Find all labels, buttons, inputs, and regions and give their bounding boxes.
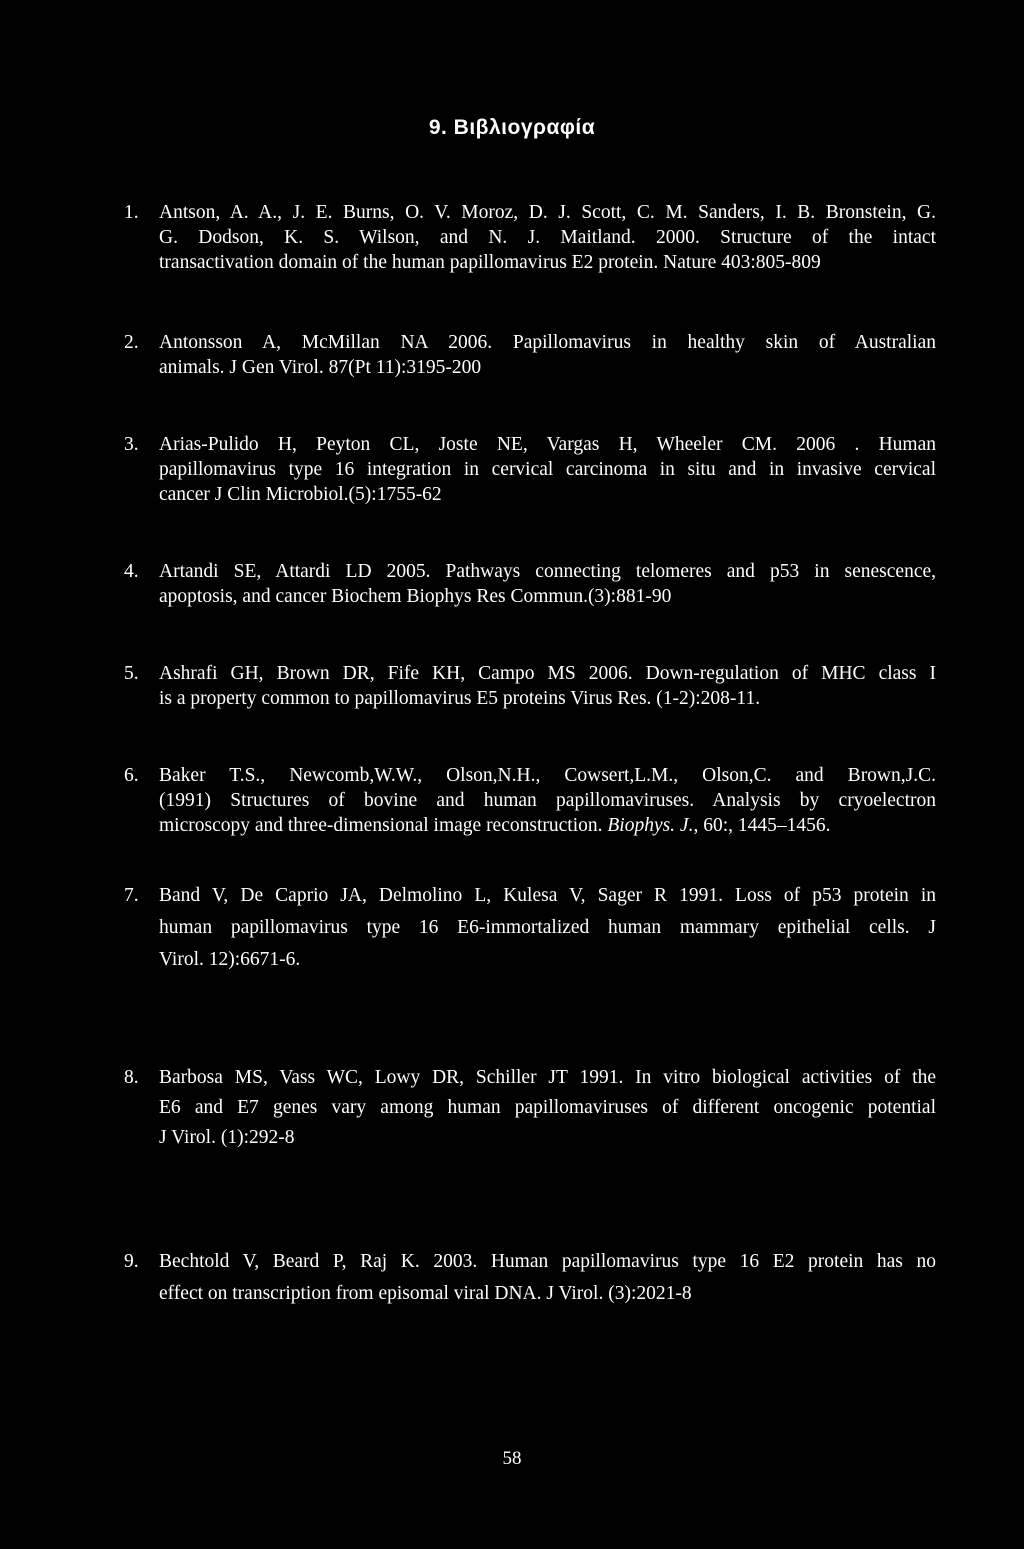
reference-item <box>124 559 936 609</box>
section-heading: 9. Βιβλιογραφία <box>428 116 596 139</box>
reference-line: Virol. 12):6671-6. <box>159 949 301 970</box>
reference-number: 7. <box>124 885 139 906</box>
reference-text <box>159 763 936 838</box>
reference-line: Antson, A. A., J. E. Burns, O. V. Moroz, D. J. Scott, C. M. Sanders, I. B. Bronstein, G. <box>159 202 936 223</box>
reference-line: Barbosa MS, Vass WC, Lowy DR, Schiller JT 1991. In vitro biological activities of the <box>159 1067 936 1088</box>
reference-line: animals. J Gen Virol. 87(Pt 11):3195-200 <box>159 357 482 378</box>
reference-text <box>159 880 936 976</box>
reference-number: 6. <box>124 765 139 786</box>
reference-number: 3. <box>124 434 139 455</box>
reference-number: 4. <box>124 561 139 582</box>
reference-line: effect on transcription from episomal viral DNA. J Virol. (3):2021-8 <box>159 1283 692 1304</box>
reference-item <box>124 880 936 976</box>
reference-item <box>124 330 936 380</box>
reference-line: Band V, De Caprio JA, Delmolino L, Kulesa V, Sager R 1991. Loss of p53 protein in <box>159 885 936 906</box>
reference-item <box>124 200 936 275</box>
reference-item <box>124 432 936 507</box>
reference-number: 1. <box>124 202 139 223</box>
reference-line: (1991) Structures of bovine and human papillomaviruses. Analysis by cryoelectron <box>159 790 936 811</box>
reference-text <box>159 661 936 711</box>
reference-number: 8. <box>124 1067 139 1088</box>
reference-line: Ashrafi GH, Brown DR, Fife KH, Campo MS 2006. Down-regulation of MHC class I <box>159 663 936 684</box>
reference-line <box>159 813 936 838</box>
reference-line: E6 and E7 genes vary among human papillomaviruses of different oncogenic potential <box>159 1097 936 1118</box>
reference-item <box>124 763 936 838</box>
reference-text <box>159 432 936 507</box>
reference-number: 5. <box>124 663 139 684</box>
reference-text <box>159 200 936 275</box>
reference-line: Artandi SE, Attardi LD 2005. Pathways connecting telomeres and p53 in senescence, <box>159 561 936 582</box>
reference-text <box>159 559 936 609</box>
reference-line: Baker T.S., Newcomb,W.W., Olson,N.H., Cowsert,L.M., Olson,C. and Brown,J.C. <box>159 765 936 786</box>
reference-number: 2. <box>124 332 139 353</box>
reference-text <box>159 330 936 380</box>
reference-line: Arias-Pulido H, Peyton CL, Joste NE, Vargas H, Wheeler CM. 2006 . Human <box>159 434 936 455</box>
page-number: 58 <box>502 1448 522 1469</box>
journal-name: Biophys. J. <box>607 815 694 836</box>
reference-item <box>124 661 936 711</box>
reference-line: is a property common to papillomavirus E5 proteins Virus Res. (1-2):208-11. <box>159 688 761 709</box>
reference-line: G. Dodson, K. S. Wilson, and N. J. Maitland. 2000. Structure of the intact <box>159 227 936 248</box>
reference-line: Bechtold V, Beard P, Raj K. 2003. Human papillomavirus type 16 E2 protein has no <box>159 1251 936 1272</box>
reference-line: papillomavirus type 16 integration in cervical carcinoma in situ and in invasive cervical <box>159 459 936 480</box>
reference-text <box>159 1063 936 1153</box>
reference-line-text: , 60:, 1445–1456. <box>693 815 831 836</box>
reference-line: cancer J Clin Microbiol.(5):1755-62 <box>159 484 442 505</box>
reference-line: human papillomavirus type 16 E6-immortalized human mammary epithelial cells. J <box>159 917 936 938</box>
reference-item <box>124 1246 936 1310</box>
reference-number: 9. <box>124 1251 139 1272</box>
reference-line-text: microscopy and three-dimensional image reconstruction. <box>159 815 608 836</box>
reference-item <box>124 1063 936 1153</box>
reference-text <box>159 1246 936 1310</box>
reference-line: Antonsson A, McMillan NA 2006. Papillomavirus in healthy skin of Australian <box>159 332 936 353</box>
reference-line: J Virol. (1):292-8 <box>159 1127 295 1148</box>
reference-line: apoptosis, and cancer Biochem Biophys Res Commun.(3):881-90 <box>159 586 672 607</box>
reference-line: transactivation domain of the human papillomavirus E2 protein. Nature 403:805-809 <box>159 252 821 273</box>
